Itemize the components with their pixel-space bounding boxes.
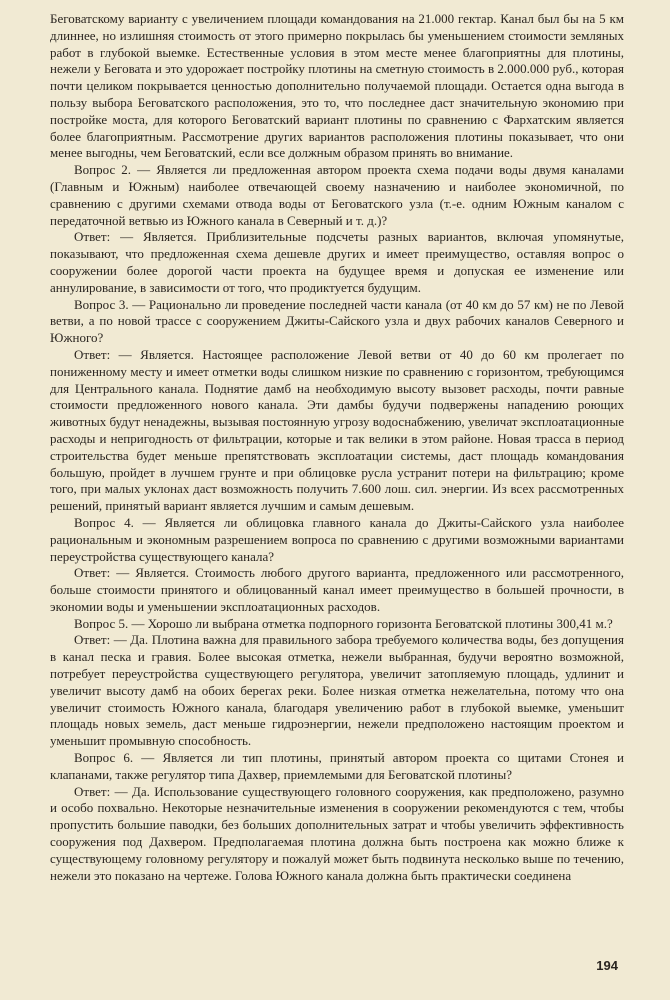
paragraph-answer-6: Ответ: — Да. Использование существующего головного сооружения, как предположено, разумно и особо похвально. Некоторые незначительные изменения в сооружении рекомендуются с тем, чтобы пропустить большие паводки, без больших дополнительных затрат и чтобы увеличить эффективность сооружения под Дахвером. Предполагаемая плотина должна быть построена как можно ближе к существующему головному регулятору и пожалуй может быть подвинута несколько выше по течению, нежели это показано на чертеже. Голова Южного канала должна быть практически соединена <box>50 783 624 883</box>
paragraph-answer-2: Ответ: — Является. Приблизительные подсчеты разных вариантов, включая упомянутые, показывают, что предложенная схема дешевле других и имеет преимущество, оставляя вопрос о сооружении более дорогой части проекта на будущее время и допуская ее изменение или аннулирование, в зависимости от того, что продиктуется будущим. <box>50 229 624 295</box>
paragraph-question-2: Вопрос 2. — Является ли предложенная автором проекта схема подачи воды двумя каналами (Главным и Южным) наиболее отвечающей своему назначению и наиболее экономичной, по сравнению с другими схемами отвода воды от Беговатского узла (т.-е. одним Южным каналом с передаточной ветвью из Южного канала в Северный и т. д.)? <box>50 162 624 228</box>
paragraph-question-6: Вопрос 6. — Является ли тип плотины, принятый автором проекта со щитами Стонея и клапанами, также регулятор типа Дахвер, приемлемыми для Беговатской плотины? <box>50 750 624 782</box>
paragraph-answer-4: Ответ: — Является. Стоимость любого другого варианта, предложенного или рассмотренного, больше стоимости принятого и облицованный канал имеет преимущество в большей прочности, в экономии воды и уменьшении эксплоатационных расходов. <box>50 565 624 614</box>
text-body <box>50 11 624 884</box>
paragraph-answer-5: Ответ: — Да. Плотина важна для правильного забора требуемого количества воды, без допущения в канал песка и гравия. Более высокая отметка, нежели выбранная, будучи вероятно возможной, потребует переустройства существующего регулятора, увеличит затопляемую площадь, удлинит и увеличит высоту дамб на обоих берегах реки. Более низкая отметка нежелательна, потому что она увеличит стоимость Южного канала, благодаря увеличению работ в глубокой выемке, уменьшит площадь новых земель, даст меньше гидроэнергии, нежели предположено настоящим проектом и уменьшит промывную способность. <box>50 632 624 749</box>
paragraph-question-3: Вопрос 3. — Рационально ли проведение последней части канала (от 40 км до 57 км) не по Левой ветви, а по новой трассе с сооружением Джиты-Сайского узла и двух рабочих каналов Северного и Южного? <box>50 296 624 346</box>
paragraph-question-4: Вопрос 4. — Является ли облицовка главного канала до Джиты-Сайского узла наиболее рациональным и экономным разрешением вопроса по сравнению с другими возможными вариантами переустройства существующего канала? <box>50 514 624 564</box>
paragraph-question-5: Вопрос 5. — Хорошо ли выбрана отметка подпорного горизонта Беговатской плотины 300,41 м.? <box>74 615 613 631</box>
paragraph: Беговатскому варианту с увеличением площади командования на 21.000 гектар. Канал был бы на 5 км длиннее, но излишняя стоимость от этого примерно покрылась бы уменьшением стоимости земляных работ в глубокой выемке. Естественные условия в этом месте менее благоприятны для плотины, нежели у Беговата и это удорожает постройку плотины на сметную стоимость в 2.000.000 руб., которая почти целиком покрывается ценностью дополнительно получаемой площади. Остается одна выгода в пользу выбора Беговатского расположения, это то, что последнее даст значительную экономию при постройке моста, для которого Беговатский вариант плотины по сравнению с Фархатским является более благоприятным. Рассмотрение других вариантов расположения плотины показывает, что они менее выгодны, чем Беговатский, если все должным образом принять во внимание. <box>50 11 624 161</box>
page-number: 194 <box>596 958 618 973</box>
paragraph-answer-3: Ответ: — Является. Настоящее расположение Левой ветви от 40 до 60 км пролегает по пониженному месту и имеет отметки воды слишком низкие по сравнению с горизонтом, требующимся для Центрального канала. Поднятие дамб на необходимую высоту вызовет расходы, почти равные стоимости предложенного нового канала. Эти дамбы будучи подвержены нападению роющих животных будут ненадежны, вызывая постоянную угрозу водоснабжению, увеличат эксплоатационные расходы и непригодность от фильтрации, которые и так велики в этом районе. Новая трасса в период строительства будет меньше препятствовать эксплоатации системы, даст площадь командования большую, пройдет в лучшем грунте и при облицовке русла устранит потери на фильтрацию; кроме того, при малых уклонах даст возможность получить 7.600 лош. сил. энергии. Из всех рассмотренных решений, принятый вариант является лучшим и самым дешевым. <box>50 346 624 514</box>
